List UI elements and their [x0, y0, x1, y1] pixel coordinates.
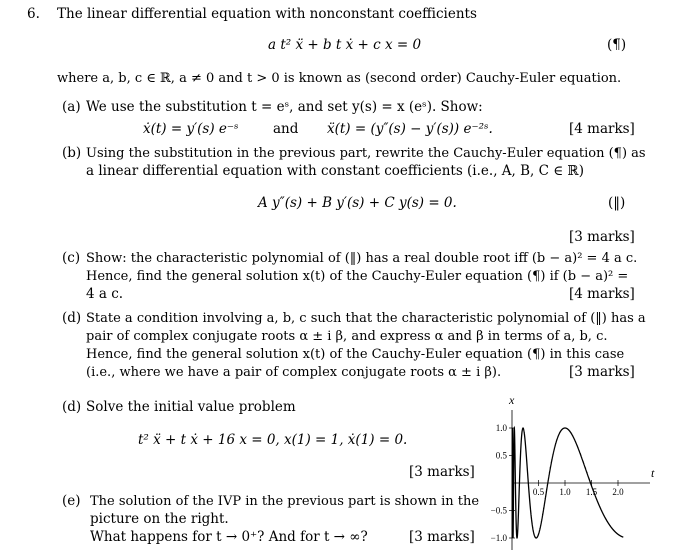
y-tick-label: 0.5: [495, 450, 507, 461]
part-b-marks: [3 marks]: [569, 229, 635, 245]
part-e-line3: What happens for t → 0⁺? And for t → ∞?: [90, 529, 368, 545]
part-d1-line3: Hence, find the general solution x(t) of the Cauchy-Euler equation (¶) in this case: [86, 347, 625, 362]
part-c-line1: Show: the characteristic polynomial of (‖) has a real double root iff (b − a)² = 4 a c.: [86, 251, 638, 266]
part-b-label: (b): [62, 145, 82, 161]
part-e-line1: The solution of the IVP in the previous part is shown in the: [90, 494, 480, 509]
y-tick-label: −1.0: [490, 533, 507, 543]
y-axis-label: x: [509, 393, 515, 407]
part-a-formula-left: ẋ(t) = y′(s) e⁻ˢ: [143, 121, 239, 137]
part-d1-marks: [3 marks]: [569, 364, 635, 380]
x-tick-label: 0.5: [532, 487, 545, 497]
part-a-text: We use the substitution t = eˢ, and set y(s) = x (eˢ). Show:: [86, 99, 483, 115]
part-b-line1: Using the substitution in the previous part, rewrite the Cauchy-Euler equation (¶) as: [86, 146, 646, 161]
question-number: 6.: [27, 6, 40, 22]
part-d1-label: (d): [62, 310, 82, 326]
part-d2-line1: Solve the initial value problem: [86, 399, 296, 415]
part-e-marks: [3 marks]: [409, 529, 475, 545]
part-c-marks: [4 marks]: [569, 286, 635, 302]
solution-plot: [480, 390, 660, 555]
part-d2-marks: [3 marks]: [409, 464, 475, 480]
equation-tag-pilcrow: (¶): [607, 37, 627, 53]
y-tick-label: 1.0: [495, 423, 507, 433]
part-a-label: (a): [62, 99, 81, 115]
main-equation: a t² ẍ + b t ẋ + c x = 0: [268, 37, 422, 53]
x-tick-label: 1.5: [585, 487, 598, 497]
part-e-line2: picture on the right.: [90, 511, 229, 527]
part-c-line3: 4 a c.: [86, 286, 124, 302]
part-a-and: and: [273, 121, 299, 137]
y-tick-label: −0.5: [490, 505, 507, 516]
part-d2-label: (d): [62, 399, 82, 415]
part-b-eq-tag: (‖): [608, 195, 626, 211]
part-c-line2: Hence, find the general solution x(t) of the Cauchy-Euler equation (¶) if (b − a)² =: [86, 269, 629, 284]
part-e-label: (e): [62, 493, 81, 509]
part-b-equation: A y″(s) + B y′(s) + C y(s) = 0.: [258, 195, 457, 211]
part-a-formula-right: ẍ(t) = (y″(s) − y′(s)) e⁻²ˢ.: [327, 121, 493, 137]
question-intro: The linear differential equation with nonconstant coefficients: [57, 6, 477, 22]
part-a-marks: [4 marks]: [569, 121, 635, 137]
part-d1-line1: State a condition involving a, b, c such that the characteristic polynomial of (‖) has a: [86, 311, 646, 326]
x-axis-label: t: [651, 466, 655, 480]
part-b-line2: a linear differential equation with constant coefficients (i.e., A, B, C ∈ ℝ): [86, 163, 584, 179]
where-text: where a, b, c ∈ ℝ, a ≠ 0 and t > 0 is known as (second order) Cauchy-Euler equation.: [57, 71, 622, 86]
part-d1-line4: (i.e., where we have a pair of complex conjugate roots α ± i β).: [86, 365, 502, 380]
x-tick-label: 1.0: [559, 487, 571, 497]
part-d2-equation: t² ẍ + t ẋ + 16 x = 0, x(1) = 1, ẋ(1) = 0.: [138, 432, 408, 448]
part-c-label: (c): [62, 250, 81, 266]
x-tick-label: 2.0: [612, 487, 624, 497]
part-d1-line2: pair of complex conjugate roots α ± i β, and express α and β in terms of a, b, c.: [86, 329, 608, 344]
